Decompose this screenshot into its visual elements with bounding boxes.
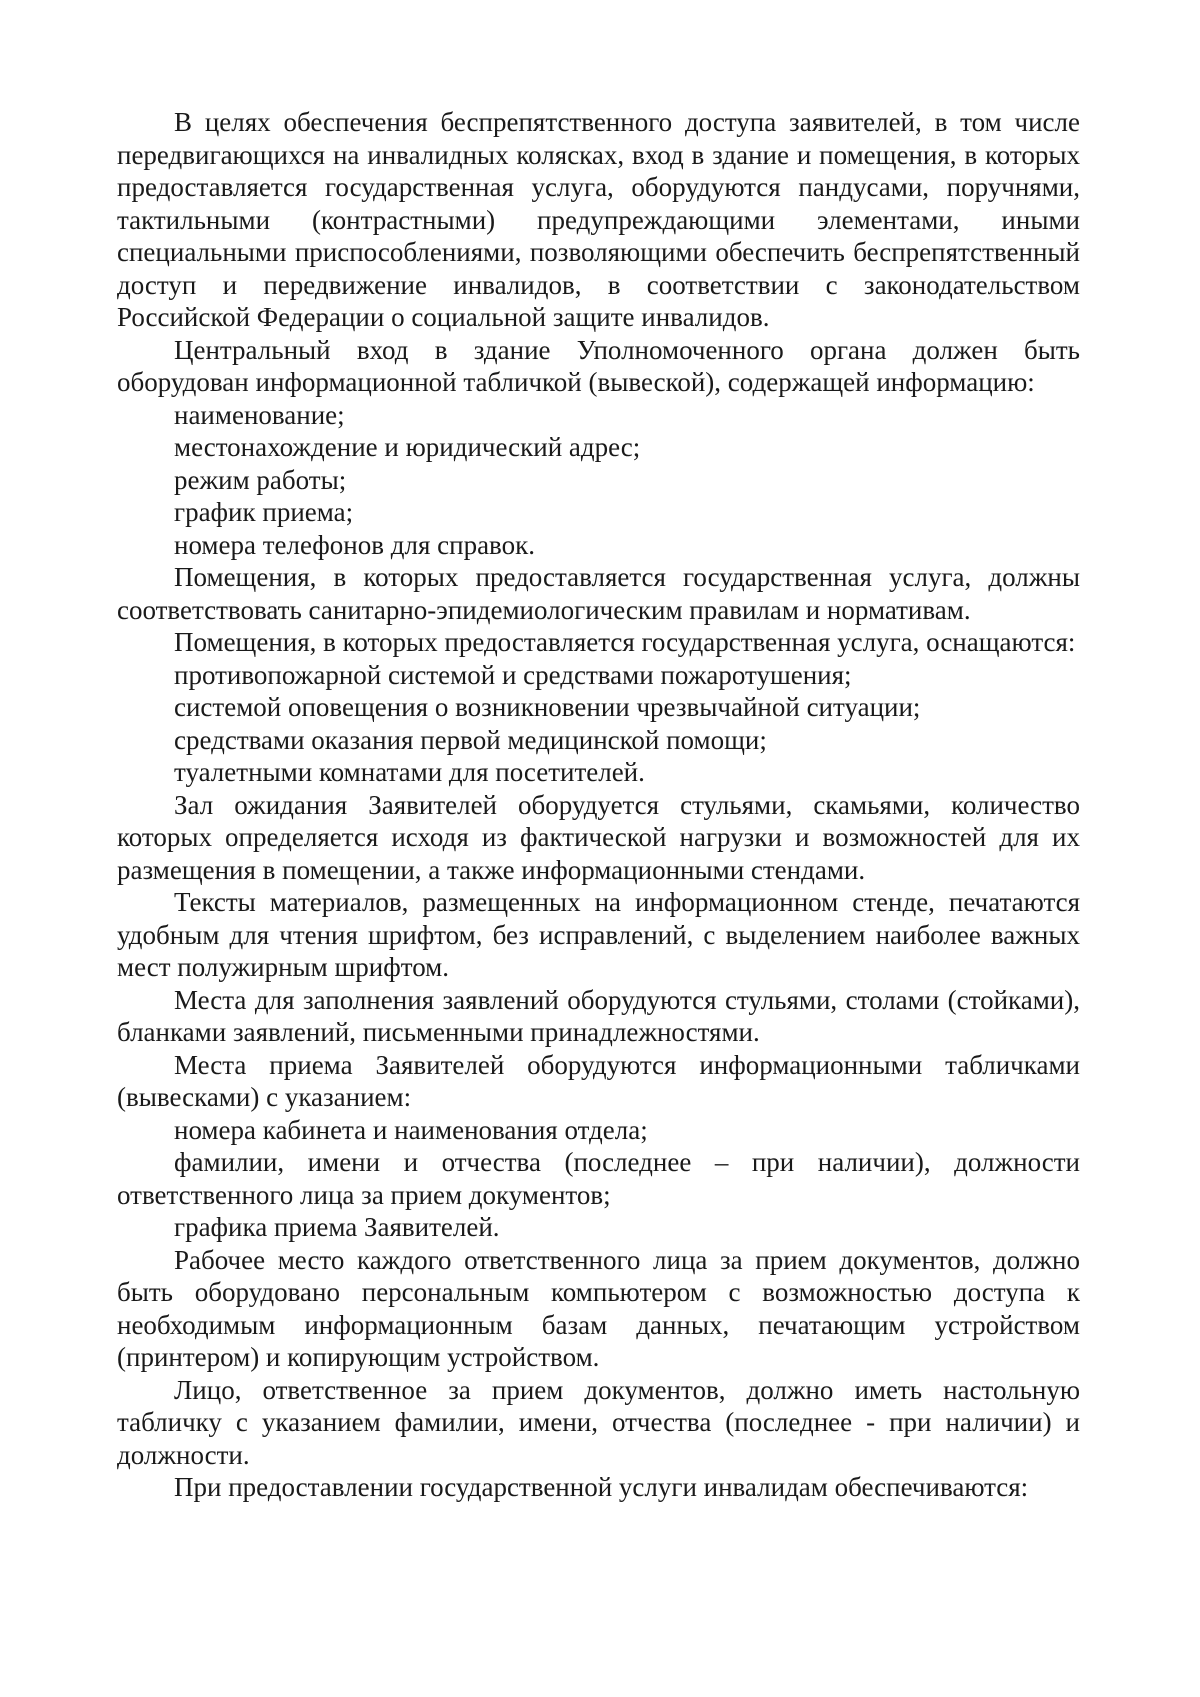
list-item: наименование; (174, 399, 345, 430)
list-item: номера кабинета и наименования отдела; (174, 1114, 648, 1145)
list-item: фамилии, имени и отчества (последнее – при наличии), должности ответственного лица за прием документов; (117, 1147, 1080, 1210)
paragraph-accessibility: В целях обеспечения беспрепятственного доступа заявителей, в том числе передвигающихся на инвалидных колясках, вход в здание и помещения, в которых предоставляется государственная услуга, оборудуются пандусами, поручнями, тактильными (контрастными) предупреждающими элементами, иными специальными приспособлениями, позволяющими обеспечить беспрепятственный доступ и передвижение инвалидов, в соответствии с законодательством Российской Федерации о социальной защите инвалидов. (117, 107, 1080, 332)
list-item: графика приема Заявителей. (174, 1212, 500, 1242)
list-item: график приема; (174, 497, 354, 527)
list-item: туалетными комнатами для посетителей. (174, 757, 645, 787)
list-item: системой оповещения о возникновении чрезвычайной ситуации; (174, 692, 921, 722)
list-item: средствами оказания первой медицинской помощи; (174, 724, 767, 755)
paragraph-reception-signs: Места приема Заявителей оборудуются информационными табличками (вывесками) с указанием: (117, 1049, 1080, 1112)
paragraph-workplace: Рабочее место каждого ответственного лица за прием документов, должно быть оборудовано персональным компьютером с возможностью доступа к необходимым информационным базам данных, печатающим устройством (принтером) и копирующим устройством. (117, 1244, 1080, 1372)
paragraph-nameplate: Лицо, ответственное за прием документов, должно иметь настольную табличку с указанием фамилии, имени, отчества (последнее - при наличии) и должности. (117, 1374, 1080, 1470)
paragraph-equipment-intro: Помещения, в которых предоставляется государственная услуга, оснащаются: (174, 627, 1076, 657)
list-item: местонахождение и юридический адрес; (174, 432, 641, 462)
paragraph-waiting-hall: Зал ожидания Заявителей оборудуется стульями, скамьями, количество которых определяется исходя из фактической нагрузки и возможностей для их размещения в помещении, а также информационными стендами. (117, 789, 1080, 885)
document-page (117, 106, 1080, 1504)
list-item: противопожарной системой и средствами пожаротушения; (174, 659, 852, 690)
list-item: режим работы; (174, 464, 347, 495)
paragraph-entrance-sign: Центральный вход в здание Уполномоченного органа должен быть оборудован информационной табличкой (вывеской), содержащей информацию: (117, 334, 1080, 397)
paragraph-info-stand: Тексты материалов, размещенных на информационном стенде, печатаются удобным для чтения шрифтом, без исправлений, с выделением наиболее важных мест полужирным шрифтом. (117, 887, 1080, 982)
paragraph-disabled-provision: При предоставлении государственной услуги инвалидам обеспечиваются: (174, 1472, 1029, 1502)
paragraph-forms-area: Места для заполнения заявлений оборудуются стульями, столами (стойками), бланками заявлений, письменными принадлежностями. (117, 984, 1080, 1047)
list-item: номера телефонов для справок. (174, 529, 535, 560)
paragraph-sanitary: Помещения, в которых предоставляется государственная услуга, должны соответствовать санитарно-эпидемиологическим правилам и нормативам. (117, 562, 1080, 625)
